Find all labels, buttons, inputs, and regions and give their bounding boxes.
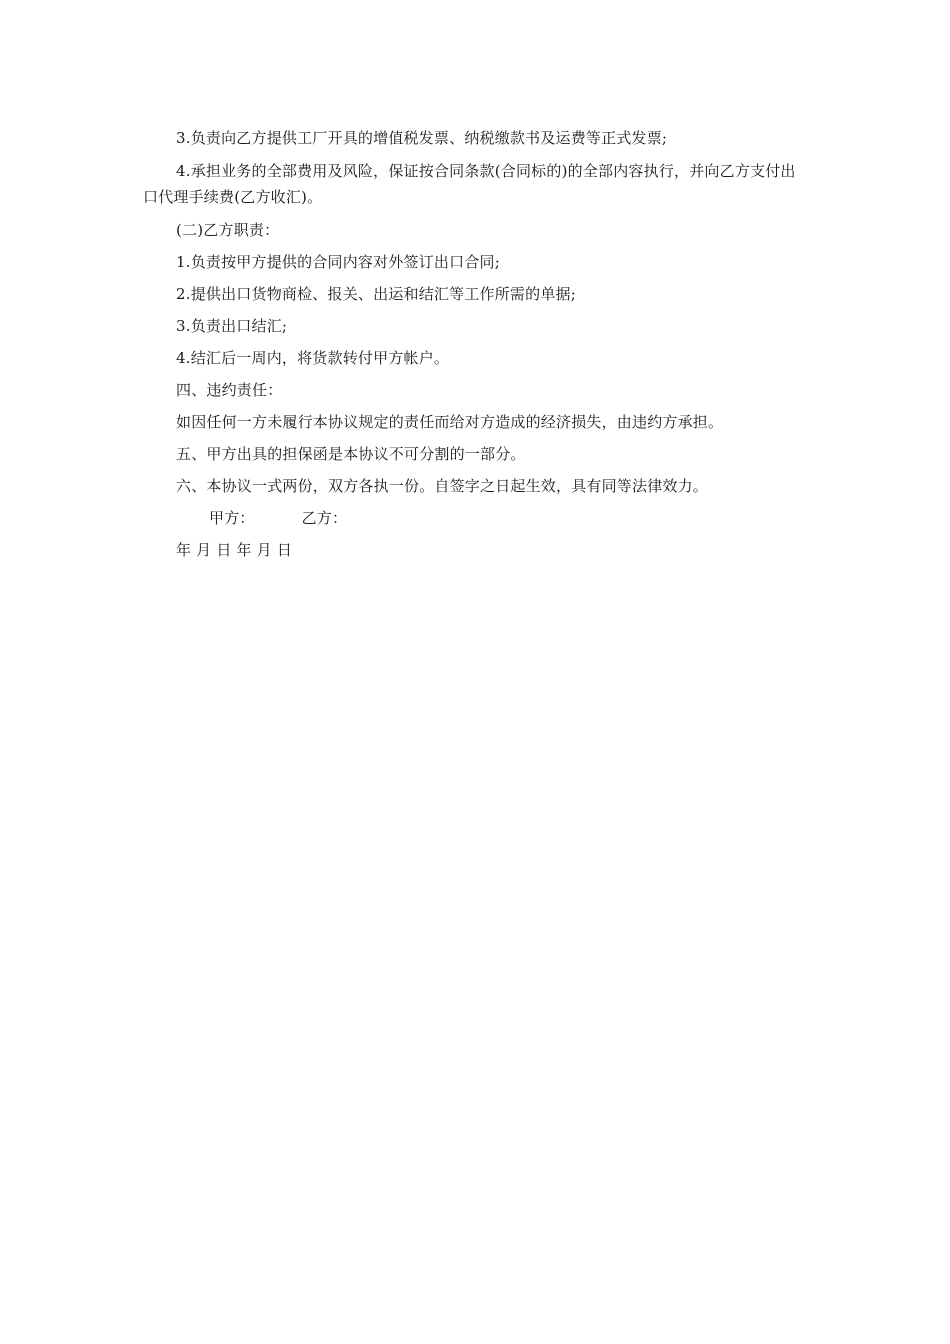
paragraph-breach-clause: 如因任何一方未履行本协议规定的责任而给对方造成的经济损失，由违约方承担。: [176, 413, 724, 431]
party-b-label: 乙方：: [301, 509, 348, 527]
paragraph-item-3-settlement: 3.负责出口结汇;: [176, 317, 288, 335]
paragraph-guarantee-clause: 五、甲方出具的担保函是本协议不可分割的一部分。: [176, 445, 526, 463]
date-line: 年 月 日 年 月 日: [176, 541, 293, 559]
paragraph-copies-effect-clause: 六、本协议一式两份，双方各执一份。自签字之日起生效，具有同等法律效力。: [176, 477, 709, 495]
section-heading-breach-liability: 四、违约责任：: [176, 381, 283, 399]
party-a-label: 甲方：: [209, 509, 255, 527]
section-heading-party-b-duties: (二)乙方职责：: [176, 221, 280, 239]
document-body: [143, 126, 805, 570]
paragraph-item-4-transfer: 4.结汇后一周内，将货款转付甲方帐户。: [176, 349, 450, 367]
paragraph-item-2-documents: 2.提供出口货物商检、报关、出运和结汇等工作所需的单据;: [176, 285, 576, 303]
paragraph-item-3-invoice: 3.负责向乙方提供工厂开具的增值税发票、纳税缴款书及运费等正式发票;: [176, 129, 668, 147]
paragraph-item-1-sign-contract: 1.负责按甲方提供的合同内容对外签订出口合同;: [176, 253, 500, 271]
signature-line: [143, 506, 805, 530]
paragraph-item-4-costs: 4.承担业务的全部费用及风险，保证按合同条款(合同标的)的全部内容执行，并向乙方支付出口代理手续费(乙方收汇)。: [143, 162, 796, 206]
